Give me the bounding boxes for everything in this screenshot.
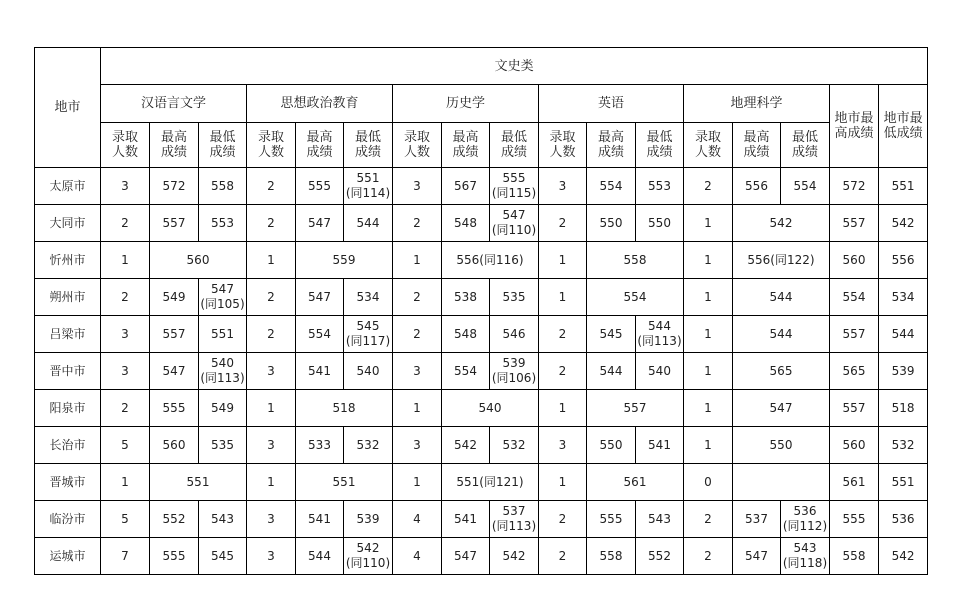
sub-column-header: 最高 成绩 — [733, 123, 781, 168]
score-cell: 551 — [150, 464, 247, 501]
score-cell: 535 — [199, 427, 247, 464]
score-cell: 547 — [733, 390, 830, 427]
score-cell: 542 — [490, 538, 539, 575]
score-cell: 0 — [684, 464, 733, 501]
score-cell: 553 — [199, 205, 247, 242]
sub-column-header: 录取 人数 — [684, 123, 733, 168]
table-row — [35, 205, 928, 242]
score-cell: 542 — [442, 427, 490, 464]
score-cell: 555 — [587, 501, 636, 538]
score-cell: 2 — [539, 538, 587, 575]
score-cell: 538 — [442, 279, 490, 316]
score-cell: 539 (同106) — [490, 353, 539, 390]
score-cell: 545 (同117) — [344, 316, 393, 353]
score-cell: 550 — [636, 205, 684, 242]
score-cell: 559 — [296, 242, 393, 279]
subject-header: 历史学 — [393, 85, 539, 123]
score-cell: 2 — [539, 316, 587, 353]
score-cell: 1 — [247, 390, 296, 427]
subject-header: 汉语言文学 — [101, 85, 247, 123]
score-cell: 560 — [150, 427, 199, 464]
score-cell: 551 (同114) — [344, 168, 393, 205]
score-cell: 547 — [296, 205, 344, 242]
city-max-cell: 560 — [830, 242, 879, 279]
score-cell: 572 — [150, 168, 199, 205]
score-cell: 554 — [781, 168, 830, 205]
city-cell: 晋城市 — [35, 464, 101, 501]
score-cell: 2 — [684, 501, 733, 538]
score-cell: 547 (同105) — [199, 279, 247, 316]
score-cell: 3 — [247, 427, 296, 464]
score-cell: 560 — [150, 242, 247, 279]
score-cell: 556(同116) — [442, 242, 539, 279]
sub-column-header: 最低 成绩 — [344, 123, 393, 168]
score-cell: 1 — [393, 464, 442, 501]
score-cell: 4 — [393, 501, 442, 538]
score-cell: 1 — [684, 427, 733, 464]
score-cell: 551 — [199, 316, 247, 353]
score-cell: 557 — [150, 205, 199, 242]
score-cell: 555 (同115) — [490, 168, 539, 205]
score-cell: 1 — [684, 205, 733, 242]
score-cell: 547 — [442, 538, 490, 575]
score-cell: 535 — [490, 279, 539, 316]
score-cell: 1 — [393, 242, 442, 279]
score-cell: 565 — [733, 353, 830, 390]
score-cell: 556(同122) — [733, 242, 830, 279]
city-min-cell: 542 — [879, 205, 928, 242]
score-cell: 547 — [296, 279, 344, 316]
score-cell: 550 — [587, 427, 636, 464]
city-max-header: 地市最 高成绩 — [830, 85, 879, 168]
table-row — [35, 279, 928, 316]
score-cell: 1 — [393, 390, 442, 427]
score-cell: 558 — [587, 242, 684, 279]
score-cell: 551 — [296, 464, 393, 501]
score-cell: 3 — [393, 168, 442, 205]
city-min-cell: 551 — [879, 464, 928, 501]
score-cell: 7 — [101, 538, 150, 575]
score-cell: 558 — [199, 168, 247, 205]
category-header: 文史类 — [101, 48, 928, 85]
score-cell: 2 — [684, 538, 733, 575]
score-cell: 552 — [150, 501, 199, 538]
score-cell: 545 — [199, 538, 247, 575]
score-cell: 2 — [101, 205, 150, 242]
city-cell: 大同市 — [35, 205, 101, 242]
score-cell: 540 — [636, 353, 684, 390]
score-cell: 541 — [296, 353, 344, 390]
table-row — [35, 353, 928, 390]
score-cell: 540 — [442, 390, 539, 427]
score-cell: 537 — [733, 501, 781, 538]
score-cell: 548 — [442, 316, 490, 353]
city-min-cell: 534 — [879, 279, 928, 316]
city-max-cell: 558 — [830, 538, 879, 575]
sub-column-header: 最高 成绩 — [150, 123, 199, 168]
table-row — [35, 390, 928, 427]
score-cell: 544 (同113) — [636, 316, 684, 353]
score-cell: 547 — [150, 353, 199, 390]
score-cell: 556 — [733, 168, 781, 205]
score-cell: 540 (同113) — [199, 353, 247, 390]
sub-column-header: 录取 人数 — [101, 123, 150, 168]
city-min-cell: 556 — [879, 242, 928, 279]
table-row — [35, 427, 928, 464]
city-min-cell: 536 — [879, 501, 928, 538]
score-cell: 1 — [539, 279, 587, 316]
city-max-cell: 555 — [830, 501, 879, 538]
city-min-cell: 551 — [879, 168, 928, 205]
score-cell: 543 — [199, 501, 247, 538]
score-cell: 555 — [150, 390, 199, 427]
score-cell: 2 — [393, 279, 442, 316]
score-cell: 547 (同110) — [490, 205, 539, 242]
score-cell: 543 (同118) — [781, 538, 830, 575]
sub-column-header: 最低 成绩 — [490, 123, 539, 168]
city-min-cell: 539 — [879, 353, 928, 390]
score-cell: 541 — [636, 427, 684, 464]
score-cell: 544 — [296, 538, 344, 575]
score-cell: 2 — [393, 205, 442, 242]
city-max-cell: 554 — [830, 279, 879, 316]
sub-column-header: 最高 成绩 — [442, 123, 490, 168]
city-max-cell: 557 — [830, 205, 879, 242]
score-cell: 5 — [101, 501, 150, 538]
score-cell: 2 — [684, 168, 733, 205]
city-cell: 阳泉市 — [35, 390, 101, 427]
sub-column-header: 最低 成绩 — [781, 123, 830, 168]
score-cell: 544 — [587, 353, 636, 390]
score-cell: 3 — [101, 168, 150, 205]
table-row — [35, 316, 928, 353]
score-cell: 3 — [393, 353, 442, 390]
score-cell: 3 — [393, 427, 442, 464]
score-cell: 546 — [490, 316, 539, 353]
score-cell: 543 — [636, 501, 684, 538]
admission-score-table — [34, 47, 928, 575]
score-cell: 544 — [733, 279, 830, 316]
city-min-cell: 542 — [879, 538, 928, 575]
table-row — [35, 464, 928, 501]
score-cell: 3 — [101, 353, 150, 390]
score-cell: 2 — [393, 316, 442, 353]
score-cell: 1 — [684, 242, 733, 279]
score-cell: 545 — [587, 316, 636, 353]
subject-header: 思想政治教育 — [247, 85, 393, 123]
sub-column-header: 录取 人数 — [393, 123, 442, 168]
score-cell: 1 — [539, 242, 587, 279]
city-max-cell: 565 — [830, 353, 879, 390]
city-max-cell: 572 — [830, 168, 879, 205]
score-cell: 541 — [442, 501, 490, 538]
score-cell: 5 — [101, 427, 150, 464]
score-cell: 3 — [539, 168, 587, 205]
score-cell: 2 — [101, 390, 150, 427]
score-cell: 555 — [296, 168, 344, 205]
table-row — [35, 538, 928, 575]
city-max-cell: 560 — [830, 427, 879, 464]
score-cell: 1 — [101, 464, 150, 501]
score-cell: 554 — [442, 353, 490, 390]
score-cell: 3 — [101, 316, 150, 353]
score-cell: 1 — [539, 390, 587, 427]
score-cell: 550 — [587, 205, 636, 242]
score-cell: 1 — [247, 464, 296, 501]
score-cell: 547 — [733, 538, 781, 575]
score-cell: 4 — [393, 538, 442, 575]
city-min-header: 地市最 低成绩 — [879, 85, 928, 168]
score-cell: 3 — [247, 501, 296, 538]
score-cell: 561 — [587, 464, 684, 501]
score-cell: 551(同121) — [442, 464, 539, 501]
city-cell: 太原市 — [35, 168, 101, 205]
subject-header: 英语 — [539, 85, 684, 123]
city-min-cell: 532 — [879, 427, 928, 464]
score-cell: 553 — [636, 168, 684, 205]
score-cell: 1 — [684, 279, 733, 316]
sub-column-header: 最低 成绩 — [636, 123, 684, 168]
city-max-cell: 557 — [830, 390, 879, 427]
score-cell: 532 — [344, 427, 393, 464]
score-cell: 542 (同110) — [344, 538, 393, 575]
score-cell — [733, 464, 830, 501]
score-cell: 541 — [296, 501, 344, 538]
score-cell: 532 — [490, 427, 539, 464]
city-cell: 长治市 — [35, 427, 101, 464]
score-cell: 2 — [247, 316, 296, 353]
score-cell: 557 — [587, 390, 684, 427]
score-cell: 533 — [296, 427, 344, 464]
city-header: 地市 — [35, 48, 101, 168]
score-cell: 536 (同112) — [781, 501, 830, 538]
score-cell: 557 — [150, 316, 199, 353]
score-cell: 1 — [684, 316, 733, 353]
sub-column-header: 最高 成绩 — [587, 123, 636, 168]
score-cell: 552 — [636, 538, 684, 575]
score-cell: 2 — [247, 168, 296, 205]
score-cell: 549 — [150, 279, 199, 316]
score-cell: 555 — [150, 538, 199, 575]
city-cell: 晋中市 — [35, 353, 101, 390]
score-cell: 2 — [539, 353, 587, 390]
score-cell: 554 — [587, 168, 636, 205]
score-cell: 534 — [344, 279, 393, 316]
score-cell: 548 — [442, 205, 490, 242]
score-cell: 3 — [539, 427, 587, 464]
score-cell: 3 — [247, 538, 296, 575]
score-cell: 550 — [733, 427, 830, 464]
score-cell: 539 — [344, 501, 393, 538]
sub-column-header: 最高 成绩 — [296, 123, 344, 168]
city-cell: 忻州市 — [35, 242, 101, 279]
score-cell: 3 — [247, 353, 296, 390]
sub-column-header: 录取 人数 — [247, 123, 296, 168]
table-row — [35, 242, 928, 279]
score-cell: 537 (同113) — [490, 501, 539, 538]
score-cell: 2 — [539, 205, 587, 242]
city-cell: 朔州市 — [35, 279, 101, 316]
city-cell: 运城市 — [35, 538, 101, 575]
score-cell: 544 — [344, 205, 393, 242]
city-cell: 临汾市 — [35, 501, 101, 538]
score-cell: 1 — [101, 242, 150, 279]
table-row — [35, 501, 928, 538]
score-cell: 1 — [539, 464, 587, 501]
score-cell: 1 — [684, 390, 733, 427]
score-cell: 2 — [101, 279, 150, 316]
score-cell: 549 — [199, 390, 247, 427]
score-cell: 1 — [247, 242, 296, 279]
score-cell: 554 — [587, 279, 684, 316]
score-cell: 2 — [247, 279, 296, 316]
city-max-cell: 561 — [830, 464, 879, 501]
score-cell: 544 — [733, 316, 830, 353]
score-cell: 1 — [684, 353, 733, 390]
city-min-cell: 544 — [879, 316, 928, 353]
score-cell: 540 — [344, 353, 393, 390]
score-cell: 542 — [733, 205, 830, 242]
score-cell: 558 — [587, 538, 636, 575]
score-cell: 2 — [539, 501, 587, 538]
score-cell: 567 — [442, 168, 490, 205]
score-cell: 554 — [296, 316, 344, 353]
score-cell: 2 — [247, 205, 296, 242]
sub-column-header: 最低 成绩 — [199, 123, 247, 168]
score-cell: 518 — [296, 390, 393, 427]
sub-column-header: 录取 人数 — [539, 123, 587, 168]
city-max-cell: 557 — [830, 316, 879, 353]
subject-header: 地理科学 — [684, 85, 830, 123]
table-row — [35, 168, 928, 205]
city-min-cell: 518 — [879, 390, 928, 427]
city-cell: 吕梁市 — [35, 316, 101, 353]
